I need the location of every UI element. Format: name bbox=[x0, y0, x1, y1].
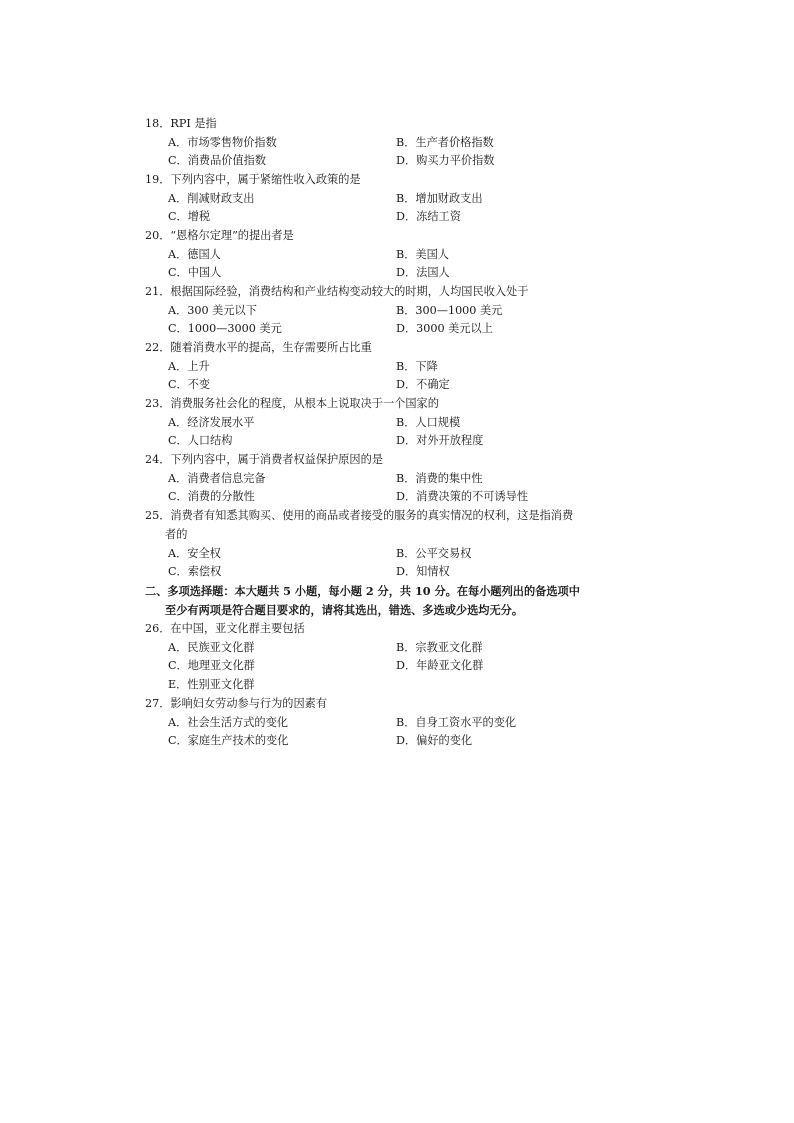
question-27-option-d: D．偏好的变化 bbox=[396, 734, 473, 747]
question-23-option-d: D．对外开放程度 bbox=[396, 434, 484, 447]
question-23-option-b: B．人口规模 bbox=[396, 416, 461, 429]
question-24-option-a: A．消费者信息完备 bbox=[168, 472, 266, 485]
question-27-option-b: B．自身工资水平的变化 bbox=[396, 716, 517, 729]
question-18-option-b: B．生产者价格指数 bbox=[396, 136, 494, 149]
question-20-stem: 20．“恩格尔定理”的提出者是 bbox=[145, 229, 294, 242]
question-25-option-a: A．安全权 bbox=[168, 547, 221, 560]
question-25-stem-continued: 者的 bbox=[165, 528, 188, 541]
question-21-stem: 21．根据国际经验，消费结构和产业结构变动较大的时期，人均国民收入处于 bbox=[145, 285, 529, 298]
question-21-option-c: C．1000—3000 美元 bbox=[168, 322, 282, 335]
question-20-option-c: C．中国人 bbox=[168, 266, 222, 279]
question-25-option-b: B．公平交易权 bbox=[396, 547, 472, 560]
question-23-option-c: C．人口结构 bbox=[168, 434, 233, 447]
question-24-option-c: C．消费的分散性 bbox=[168, 490, 255, 503]
question-22-option-c: C．不变 bbox=[168, 378, 211, 391]
question-22-option-b: B．下降 bbox=[396, 360, 438, 373]
question-19-option-a: A．削减财政支出 bbox=[168, 192, 255, 205]
section-heading-instructions: 至少有两项是符合题目要求的，请将其选出，错选、多选或少选均无分。 bbox=[165, 603, 524, 617]
question-27-stem: 27．影响妇女劳动参与行为的因素有 bbox=[145, 697, 328, 710]
question-26-option-c: C．地理亚文化群 bbox=[168, 659, 255, 672]
section-heading-multiple-choice: 二、多项选择题：本大题共 5 小题，每小题 2 分，共 10 分。在每小题列出的备选项中 bbox=[145, 584, 580, 598]
question-21-option-d: D．3000 美元以上 bbox=[396, 322, 493, 335]
question-19-option-c: C．增税 bbox=[168, 210, 211, 223]
question-26-stem: 26．在中国，亚文化群主要包括 bbox=[145, 622, 305, 635]
question-23-option-a: A．经济发展水平 bbox=[168, 416, 255, 429]
question-18-option-c: C．消费品价值指数 bbox=[168, 154, 267, 167]
question-25-option-d: D．知情权 bbox=[396, 565, 450, 578]
question-24-option-d: D．消费决策的不可诱导性 bbox=[396, 490, 529, 503]
question-26-option-e: E．性别亚文化群 bbox=[168, 678, 255, 691]
question-25-option-c: C．索偿权 bbox=[168, 565, 222, 578]
question-23-stem: 23．消费服务社会化的程度，从根本上说取决于一个国家的 bbox=[145, 397, 439, 410]
question-21-option-a: A．300 美元以下 bbox=[168, 304, 257, 317]
question-18-option-d: D．购买力平价指数 bbox=[396, 154, 495, 167]
question-27-option-c: C．家庭生产技术的变化 bbox=[168, 734, 289, 747]
question-26-option-d: D．年龄亚文化群 bbox=[396, 659, 484, 672]
question-26-option-a: A．民族亚文化群 bbox=[168, 641, 255, 654]
question-24-option-b: B．消费的集中性 bbox=[396, 472, 483, 485]
question-20-option-d: D．法国人 bbox=[396, 266, 450, 279]
question-27-option-a: A．社会生活方式的变化 bbox=[168, 716, 288, 729]
question-18-option-a: A．市场零售物价指数 bbox=[168, 136, 277, 149]
question-21-option-b: B．300—1000 美元 bbox=[396, 304, 503, 317]
question-24-stem: 24．下列内容中，属于消费者权益保护原因的是 bbox=[145, 453, 383, 466]
question-22-option-a: A．上升 bbox=[168, 360, 210, 373]
question-19-option-d: D．冻结工资 bbox=[396, 210, 461, 223]
question-25-stem: 25．消费者有知悉其购买、使用的商品或者接受的服务的真实情况的权利，这是指消费 bbox=[145, 509, 574, 522]
question-22-stem: 22．随着消费水平的提高，生存需要所占比重 bbox=[145, 341, 372, 354]
question-22-option-d: D．不确定 bbox=[396, 378, 450, 391]
question-26-option-b: B．宗教亚文化群 bbox=[396, 641, 483, 654]
question-20-option-a: A．德国人 bbox=[168, 248, 221, 261]
question-19-stem: 19．下列内容中，属于紧缩性收入政策的是 bbox=[145, 173, 361, 186]
question-18-stem: 18．RPI 是指 bbox=[145, 117, 217, 130]
question-20-option-b: B．美国人 bbox=[396, 248, 449, 261]
question-19-option-b: B．增加财政支出 bbox=[396, 192, 483, 205]
